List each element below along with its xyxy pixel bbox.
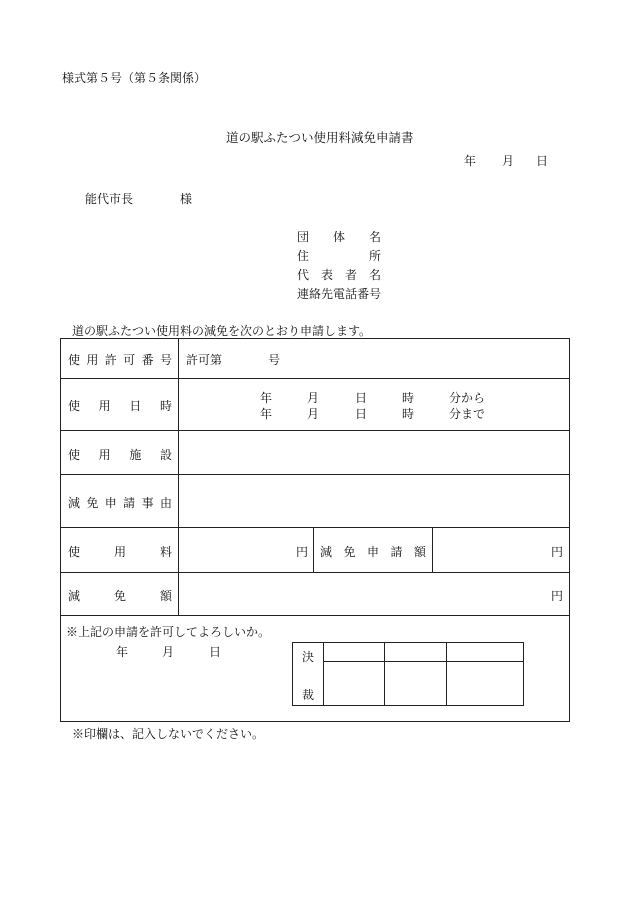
kessai-label-bottom: 裁: [302, 688, 315, 702]
reduction-amount-yen: 円: [551, 589, 564, 603]
usage-fee-label: 使 用 料: [68, 545, 172, 559]
form-number: 様式第５号（第５条関係）: [62, 71, 207, 85]
approval-question: ※上記の申請を許可してよろしいか。: [66, 625, 271, 639]
facility-label: 使 用 施 設: [68, 448, 172, 462]
approval-day-label: 日: [209, 645, 222, 659]
footnote: ※印欄は、記入しないでください。: [72, 727, 265, 741]
addressee: 能代市長: [85, 192, 134, 206]
reduction-request-amount-yen: 円: [551, 545, 564, 559]
approval-year-label: 年: [116, 645, 129, 659]
permit-suffix: 号: [268, 353, 281, 367]
applicant-phone-label: 連 絡 先 電 話 番 号: [297, 287, 382, 301]
applicant-address-label: 住 所: [297, 249, 381, 263]
usage-fee-yen: 円: [296, 545, 309, 559]
date-day-label: 日: [536, 154, 549, 168]
document-title: 道の駅ふたつい使用料減免申請書: [226, 130, 414, 145]
reduction-request-amount-label: 減 免 申 請 額: [320, 545, 426, 559]
approval-month-label: 月: [162, 645, 175, 659]
usage-datetime-label: 使 用 日 時: [68, 399, 172, 413]
permit-number-label: 使 用 許 可 番 号: [68, 353, 172, 367]
kessai-label-top: 決: [302, 650, 315, 664]
reduction-reason-label: 減 免 申 請 事 由: [68, 496, 172, 510]
applicant-group-name-label: 団 体 名: [297, 230, 381, 244]
addressee-honorific: 様: [180, 192, 193, 206]
date-month-label: 月: [502, 154, 515, 168]
date-year-label: 年: [464, 154, 477, 168]
applicant-representative-label: 代 表 者 名: [297, 268, 381, 282]
intro-text: 道の駅ふたつい使用料の減免を次のとおり申請します。: [72, 324, 372, 338]
reduction-amount-label: 減 免 額: [68, 589, 172, 603]
permit-prefix: 許可第: [186, 353, 223, 367]
